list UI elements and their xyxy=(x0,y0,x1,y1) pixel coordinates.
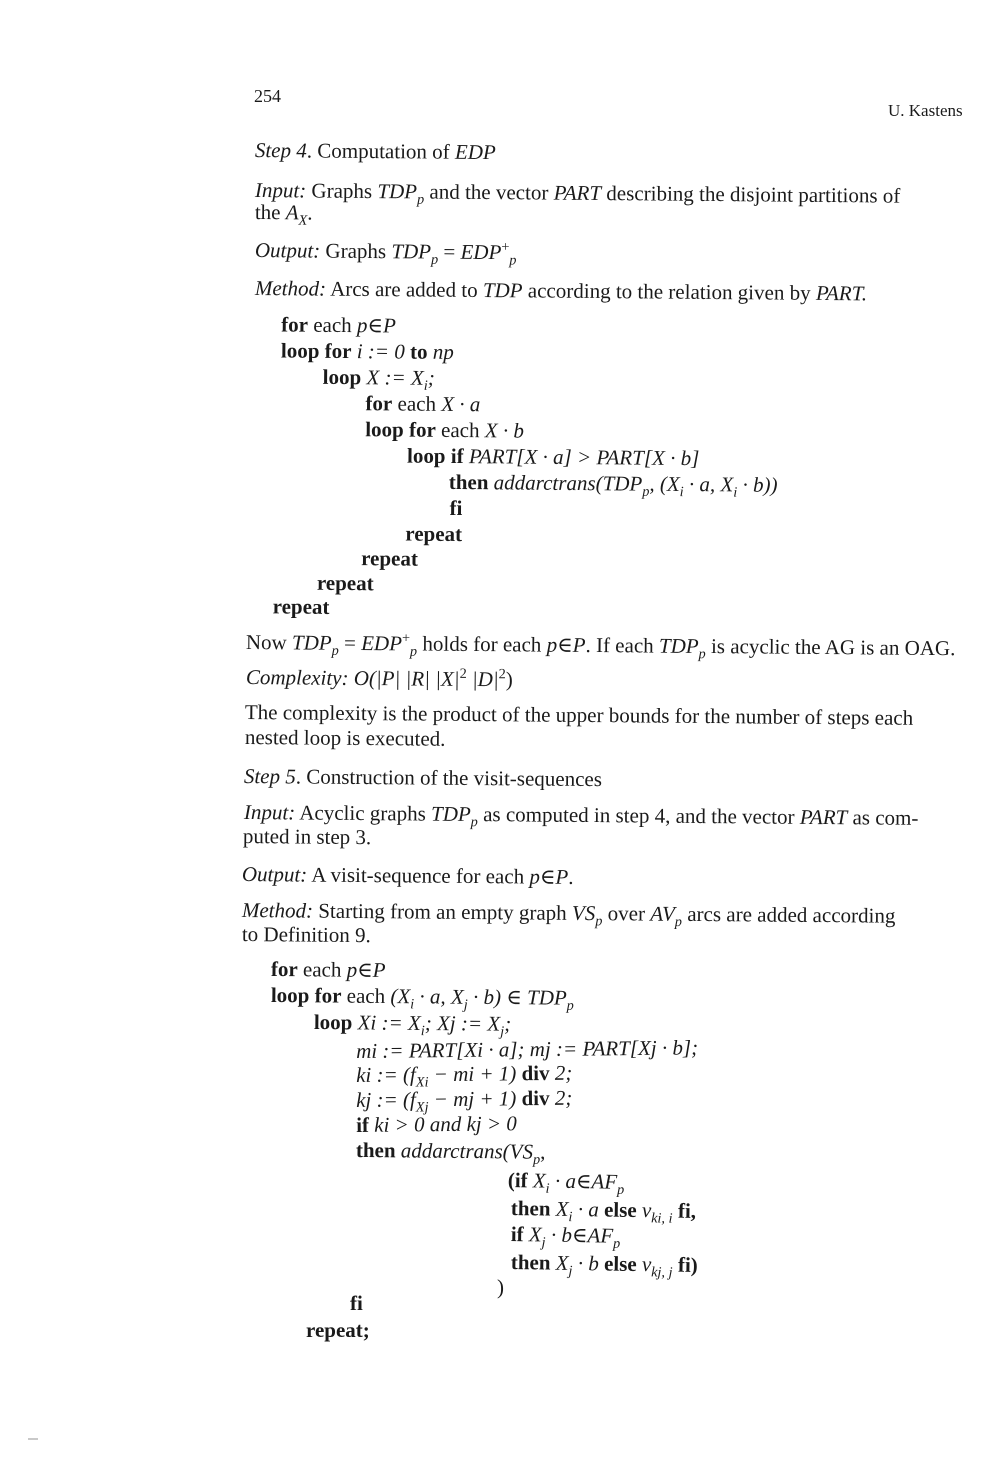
math-tdp: TDP xyxy=(377,179,418,204)
output-label: Output: xyxy=(254,238,321,263)
algo1-line9: repeat xyxy=(405,521,463,547)
keyword: if xyxy=(510,1222,524,1247)
algo1-line8: fi xyxy=(449,495,463,521)
keyword: fi, xyxy=(672,1198,697,1223)
math: i := 0 xyxy=(351,339,411,364)
text-span: each xyxy=(297,957,347,982)
algo2-line5 xyxy=(355,1060,573,1091)
complexity-paragraph-line1: The complexity is the product of the upper bounds for the number of steps each xyxy=(244,700,914,730)
method-label: Method: xyxy=(241,898,314,923)
math-edp: EDP xyxy=(460,239,502,265)
math: ; xyxy=(427,365,435,390)
text-span: . xyxy=(568,864,574,889)
subscript: p xyxy=(642,483,650,500)
step5-title-text: . Construction of the visit-sequences xyxy=(295,764,603,792)
subscript: p xyxy=(416,191,425,208)
math-vs: VS xyxy=(571,900,596,926)
page-number: 254 xyxy=(254,86,281,106)
text-span: as com- xyxy=(847,805,919,830)
subscript: p xyxy=(674,913,683,931)
math: v xyxy=(636,1251,652,1277)
keyword: then xyxy=(448,469,489,495)
math-part: PART. xyxy=(815,280,868,306)
step4-input-line1 xyxy=(255,178,901,208)
subscript: j xyxy=(541,1234,546,1251)
subscript: j xyxy=(568,1263,573,1280)
math: kj > 0 xyxy=(461,1111,517,1136)
math: · b) ∈ TDP xyxy=(467,984,567,1010)
subscript: p xyxy=(616,1181,625,1199)
math: ; Xj := X xyxy=(424,1010,501,1036)
math: · b xyxy=(572,1250,605,1276)
text-span: the xyxy=(254,200,286,225)
keyword: for xyxy=(270,957,298,982)
math-tdp: TDP xyxy=(658,633,699,658)
math: 2; xyxy=(549,1060,573,1085)
math: , (X xyxy=(649,471,680,496)
math: · b)) xyxy=(737,472,778,497)
text-span: = xyxy=(438,239,461,264)
superscript: 2 xyxy=(459,665,467,682)
math: · a xyxy=(572,1196,605,1222)
math: PART[X · a] > PART[X · b] xyxy=(463,444,700,471)
text-span: is acyclic the AG is an OAG. xyxy=(705,634,956,661)
running-head: U. Kastens xyxy=(888,101,963,120)
now-statement xyxy=(245,630,956,663)
math-part: PART xyxy=(553,180,602,206)
superscript: 2 xyxy=(498,666,506,683)
step4-label: Step 4 xyxy=(254,138,307,163)
subscript: p xyxy=(331,642,339,659)
algo1-line4 xyxy=(365,392,480,416)
math: X xyxy=(527,1168,546,1193)
method-label: Method: xyxy=(254,276,327,301)
keyword: div xyxy=(521,1085,550,1111)
text-span: each xyxy=(392,391,442,416)
text-span: each xyxy=(341,983,391,1009)
keyword: (if xyxy=(507,1168,528,1193)
math: X := X xyxy=(361,365,424,390)
math: addarctrans(VS xyxy=(395,1138,534,1164)
algo2-line7 xyxy=(356,1112,517,1137)
subscript: p xyxy=(595,913,603,930)
step4-title-math: EDP xyxy=(454,139,496,165)
subscript: X xyxy=(298,212,308,229)
superscript: + xyxy=(401,630,411,647)
math-part: PART xyxy=(799,804,848,830)
step5-heading xyxy=(244,764,602,791)
text-span: as computed in step 4, and the vector xyxy=(477,802,800,829)
subscript: i xyxy=(733,484,738,501)
algo2-line1 xyxy=(271,958,386,982)
algo1-line10: repeat xyxy=(361,546,419,571)
math: addarctrans(TDP xyxy=(488,470,643,496)
math: p∈P xyxy=(546,632,586,657)
math: · a, X xyxy=(414,984,464,1009)
math-edp: EDP xyxy=(361,631,403,656)
math: p∈P xyxy=(529,864,569,889)
keyword: if xyxy=(355,1112,370,1137)
subscript: p xyxy=(430,251,439,268)
math: 2; xyxy=(549,1085,573,1110)
keyword: then xyxy=(355,1138,396,1163)
math: v xyxy=(636,1197,652,1223)
text-span: Starting from an empty graph xyxy=(312,898,573,925)
algo2-line12 xyxy=(510,1250,698,1281)
text-span: = xyxy=(338,630,362,656)
algo2-line10 xyxy=(510,1196,697,1227)
keyword: loop for xyxy=(270,983,342,1008)
keyword: for xyxy=(281,312,309,337)
subscript: i xyxy=(423,377,428,394)
text-span: . If each xyxy=(585,632,660,658)
step4-output xyxy=(254,238,517,269)
math-tdp: TDP xyxy=(391,239,432,264)
math-tdp: TDP xyxy=(430,801,471,826)
text-span: ) xyxy=(505,667,513,692)
text-span: over xyxy=(602,901,651,926)
math: p∈P xyxy=(346,957,386,982)
step4-title-text: . Computation of xyxy=(306,138,456,164)
math: X · b xyxy=(484,418,524,443)
subscript: p xyxy=(612,1235,621,1252)
keyword: fi) xyxy=(672,1252,698,1277)
scan-smudge xyxy=(28,1438,38,1440)
algo2-line4: mi := PART[Xi · a]; mj := PART[Xj · b]; xyxy=(355,1035,699,1063)
superscript: + xyxy=(501,239,510,256)
text-span: each xyxy=(435,417,485,443)
keyword: then xyxy=(510,1196,551,1221)
keyword: then xyxy=(510,1250,551,1275)
subscript: kj, j xyxy=(651,1264,673,1281)
algo2-line9 xyxy=(507,1168,625,1199)
input-label: Input: xyxy=(243,800,296,825)
text-span: holds for each xyxy=(417,631,547,657)
subscript: j xyxy=(500,1023,505,1040)
math: O(|P| |R| |X| xyxy=(348,665,460,691)
keyword: loop for xyxy=(365,417,436,442)
keyword: for xyxy=(365,391,393,416)
algo2-line6 xyxy=(355,1085,573,1116)
math: X xyxy=(550,1250,569,1275)
algo2-line11 xyxy=(510,1222,621,1252)
step5-input-line2: puted in step 3. xyxy=(242,824,372,850)
step5-method-line2: to Definition 9. xyxy=(241,922,371,948)
algo2-line14: fi xyxy=(350,1291,363,1315)
math: − mj + 1) xyxy=(428,1086,522,1112)
math-tdp: TDP xyxy=(291,630,332,655)
math: (X xyxy=(390,984,411,1009)
algo1-line1 xyxy=(281,313,396,337)
keyword: loop for xyxy=(280,338,352,364)
complexity-label: Complexity: xyxy=(245,665,349,690)
input-label: Input: xyxy=(254,178,307,203)
keyword: loop xyxy=(313,1010,353,1035)
output-label: Output: xyxy=(241,862,308,887)
text-span: A visit-sequence for each xyxy=(307,862,530,889)
step4-input-line2 xyxy=(254,200,313,229)
math: |D| xyxy=(466,666,499,692)
subscript: i xyxy=(410,996,415,1013)
math: · a∈AF xyxy=(549,1168,618,1194)
keyword: else xyxy=(603,1197,637,1222)
keyword: loop xyxy=(322,364,362,390)
subscript: j xyxy=(463,996,468,1013)
keyword: div xyxy=(521,1060,550,1086)
keyword: else xyxy=(603,1251,637,1276)
algo1-line11: repeat xyxy=(316,570,374,596)
algo1-line7 xyxy=(448,469,778,501)
math: ; xyxy=(504,1011,512,1036)
text-span: arcs are added according xyxy=(681,901,896,928)
algo1-line6 xyxy=(407,445,699,471)
math: X xyxy=(550,1196,569,1221)
algo2-line15: repeat; xyxy=(306,1318,370,1342)
algo2-line3 xyxy=(313,1010,512,1040)
math: X xyxy=(523,1222,542,1247)
math-av: AV xyxy=(650,901,675,926)
math: p∈P xyxy=(356,313,396,338)
text-span: Now xyxy=(245,630,293,655)
text-span: Acyclic graphs xyxy=(295,800,432,826)
text-span: , xyxy=(540,1139,546,1164)
text-span: Graphs xyxy=(306,178,378,204)
keyword: loop if xyxy=(406,443,464,469)
math: kj := (f xyxy=(355,1087,416,1112)
subscript: p xyxy=(470,814,478,831)
subscript: Xj xyxy=(415,1099,429,1116)
algo2-line2 xyxy=(270,983,574,1014)
algo2-line8 xyxy=(355,1138,546,1168)
text-span: Arcs are added to xyxy=(325,276,484,302)
subscript: i xyxy=(420,1023,425,1040)
subscript: i xyxy=(545,1180,550,1197)
step4-method xyxy=(255,276,867,305)
keyword: to xyxy=(409,339,428,364)
subscript: p xyxy=(698,646,706,663)
step5-output xyxy=(242,862,574,889)
math: and xyxy=(429,1111,462,1137)
text-span: . xyxy=(307,200,313,225)
algo1-line12: repeat xyxy=(272,594,330,619)
complexity-line xyxy=(246,665,513,691)
subscript: i xyxy=(679,484,684,501)
math: Xi := X xyxy=(352,1010,421,1035)
subscript: ki, i xyxy=(651,1210,673,1227)
algo2-line13: ) xyxy=(497,1275,504,1299)
math: ki > 0 xyxy=(368,1112,430,1137)
step5-label: Step 5 xyxy=(243,764,296,789)
subscript: p xyxy=(409,643,418,660)
subscript: p xyxy=(509,252,517,269)
text-span: Graphs xyxy=(320,238,392,264)
math: ki := (f xyxy=(355,1062,416,1087)
subscript: p xyxy=(566,997,574,1014)
step4-heading xyxy=(255,138,496,164)
math: X · a xyxy=(441,391,481,417)
math-tdp: TDP xyxy=(482,277,523,303)
math: − mi + 1) xyxy=(428,1061,522,1087)
algo1-line5 xyxy=(365,418,524,442)
math: np xyxy=(427,339,454,364)
text-span: and the vector xyxy=(424,179,554,205)
subscript: p xyxy=(532,1151,541,1168)
subscript: i xyxy=(568,1209,573,1226)
text-span: according to the relation given by xyxy=(522,278,817,305)
complexity-paragraph-line2: nested loop is executed. xyxy=(244,725,446,751)
algo1-line2 xyxy=(281,339,454,364)
text-span: each xyxy=(307,312,358,338)
math: · a, X xyxy=(683,471,734,497)
math: · b∈AF xyxy=(545,1222,614,1248)
algo1-line3 xyxy=(322,364,435,394)
text-span: describing the disjoint partitions of xyxy=(601,181,901,208)
subscript: Xi xyxy=(415,1074,429,1091)
math-ax: A xyxy=(285,200,299,225)
